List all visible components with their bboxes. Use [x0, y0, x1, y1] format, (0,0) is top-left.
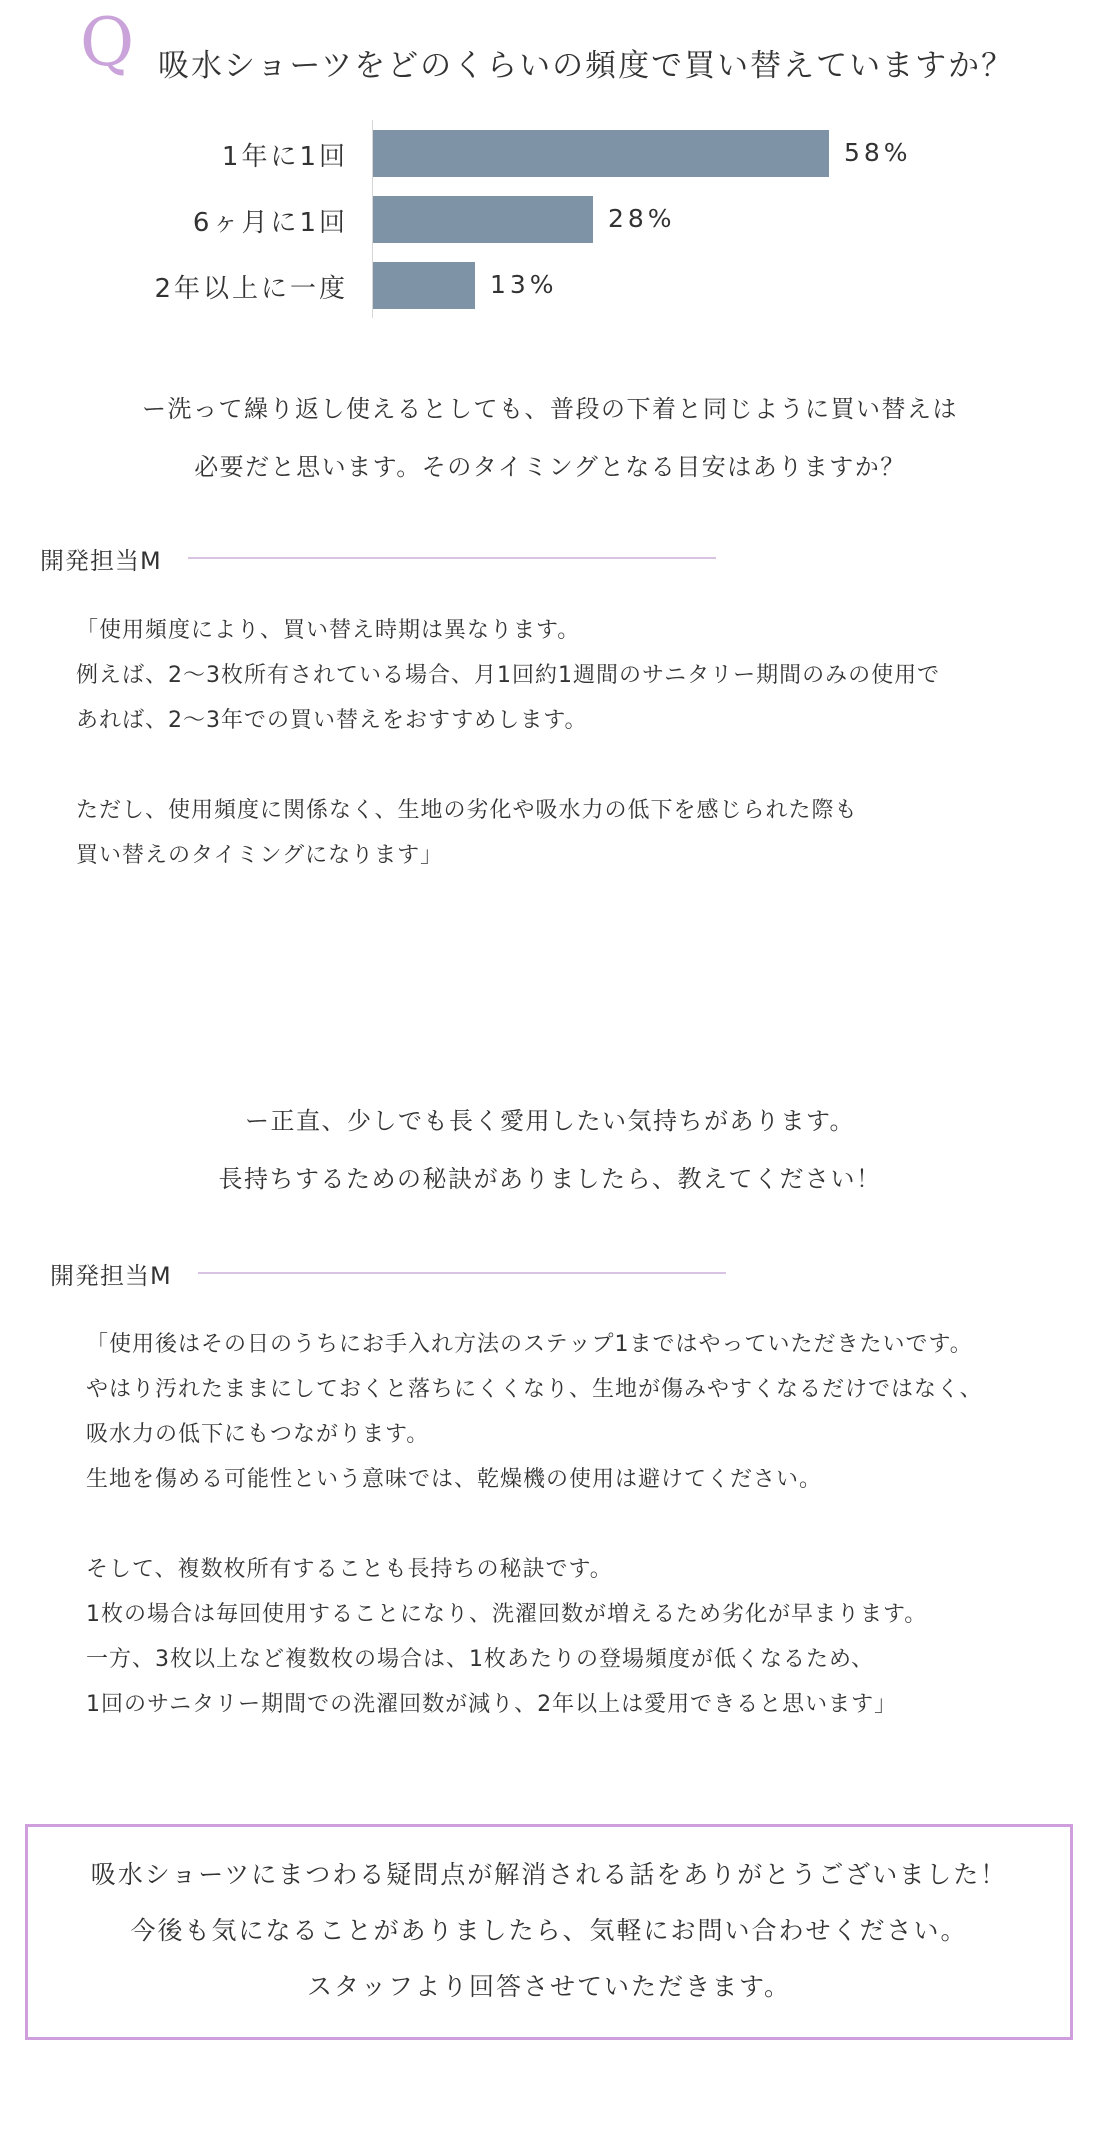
- answer-2-line-6: そして、複数枚所有することも長持ちの秘訣です。: [86, 1557, 613, 1582]
- answer-2-line-2: やはり汚れたままにしておくと落ちにくくなり、生地が傷みやすくなるだけではなく、: [86, 1377, 983, 1402]
- answer-1-line-5: ただし、使用頻度に関係なく、生地の劣化や吸水力の低下を感じられた際も: [76, 798, 858, 823]
- interview-question-1-line-2: 必要だと思います。そのタイミングとなる目安はありますか？: [194, 453, 906, 481]
- answer-2-line-4: 生地を傷める可能性という意味では、乾燥機の使用は避けてください。: [86, 1467, 823, 1492]
- interview-question-1: [0, 380, 1100, 496]
- answer-1-line-3: あれば、2〜3年での買い替えをおすすめします。: [76, 708, 588, 733]
- closing-line-2: 今後も気になることがありましたら、気軽にお問い合わせください。: [130, 1916, 968, 1945]
- answer-2-line-8: 一方、3枚以上など複数枚の場合は、1枚あたりの登場頻度が低くなるため、: [86, 1647, 875, 1672]
- answer-2-line-1: 「使用後はその日のうちにお手入れ方法のステップ1まではやっていただきたいです。: [86, 1332, 973, 1357]
- answer-2: [86, 1322, 983, 1727]
- speaker-divider-1: [188, 557, 716, 559]
- answer-1-line-4: [76, 743, 940, 788]
- answer-2-line-9: 1回のサニタリー期間での洗濯回数が減り、2年以上は愛用できると思います」: [86, 1692, 898, 1717]
- answer-1-line-6: 買い替えのタイミングになります」: [76, 843, 444, 868]
- answer-1-line-2: 例えば、2〜3枚所有されている場合、月1回約1週間のサニタリー期間のみの使用で: [76, 663, 941, 688]
- interview-question-1-line-1: ー洗って繰り返し使えるとしても、普段の下着と同じように買い替えは: [142, 395, 958, 423]
- answer-2-line-5: [86, 1502, 983, 1547]
- closing-message-box: [25, 1824, 1073, 2040]
- speaker-label-2: 開発担当M: [50, 1262, 172, 1290]
- bar: [373, 262, 475, 309]
- bar-value-label: 58%: [844, 138, 912, 167]
- interview-question-2-line-2: 長持ちするための秘訣がありましたら、教えてください！: [218, 1165, 882, 1193]
- answer-1: [76, 608, 940, 878]
- bar-category-label: 2年以上に一度: [154, 274, 348, 304]
- survey-bar-chart: [0, 0, 1100, 340]
- interview-question-2: [0, 1092, 1100, 1208]
- speaker-label-1: 開発担当M: [40, 547, 162, 575]
- question-title: 吸水ショーツをどのくらいの頻度で買い替えていますか？: [158, 48, 1015, 84]
- bar: [373, 196, 593, 243]
- bar-category-label: 1年に1回: [221, 142, 348, 172]
- closing-line-3: スタッフより回答させていただきます。: [306, 1972, 791, 2001]
- bar: [373, 130, 829, 177]
- answer-2-line-7: 1枚の場合は毎回使用することになり、洗濯回数が増えるため劣化が早まります。: [86, 1602, 928, 1627]
- bar-value-label: 28%: [608, 204, 676, 233]
- question-letter: Q: [80, 4, 135, 81]
- answer-1-line-1: 「使用頻度により、買い替え時期は異なります。: [76, 618, 581, 643]
- answer-2-line-3: 吸水力の低下にもつながります。: [86, 1422, 430, 1447]
- bar-value-label: 13%: [490, 270, 558, 299]
- speaker-divider-2: [198, 1272, 726, 1274]
- bar-category-label: 6ヶ月に1回: [192, 208, 348, 238]
- interview-question-2-line-1: ー正直、少しでも長く愛用したい気持ちがあります。: [244, 1107, 856, 1135]
- closing-line-1: 吸水ショーツにまつわる疑問点が解消される話をありがとうございました！: [90, 1860, 1008, 1889]
